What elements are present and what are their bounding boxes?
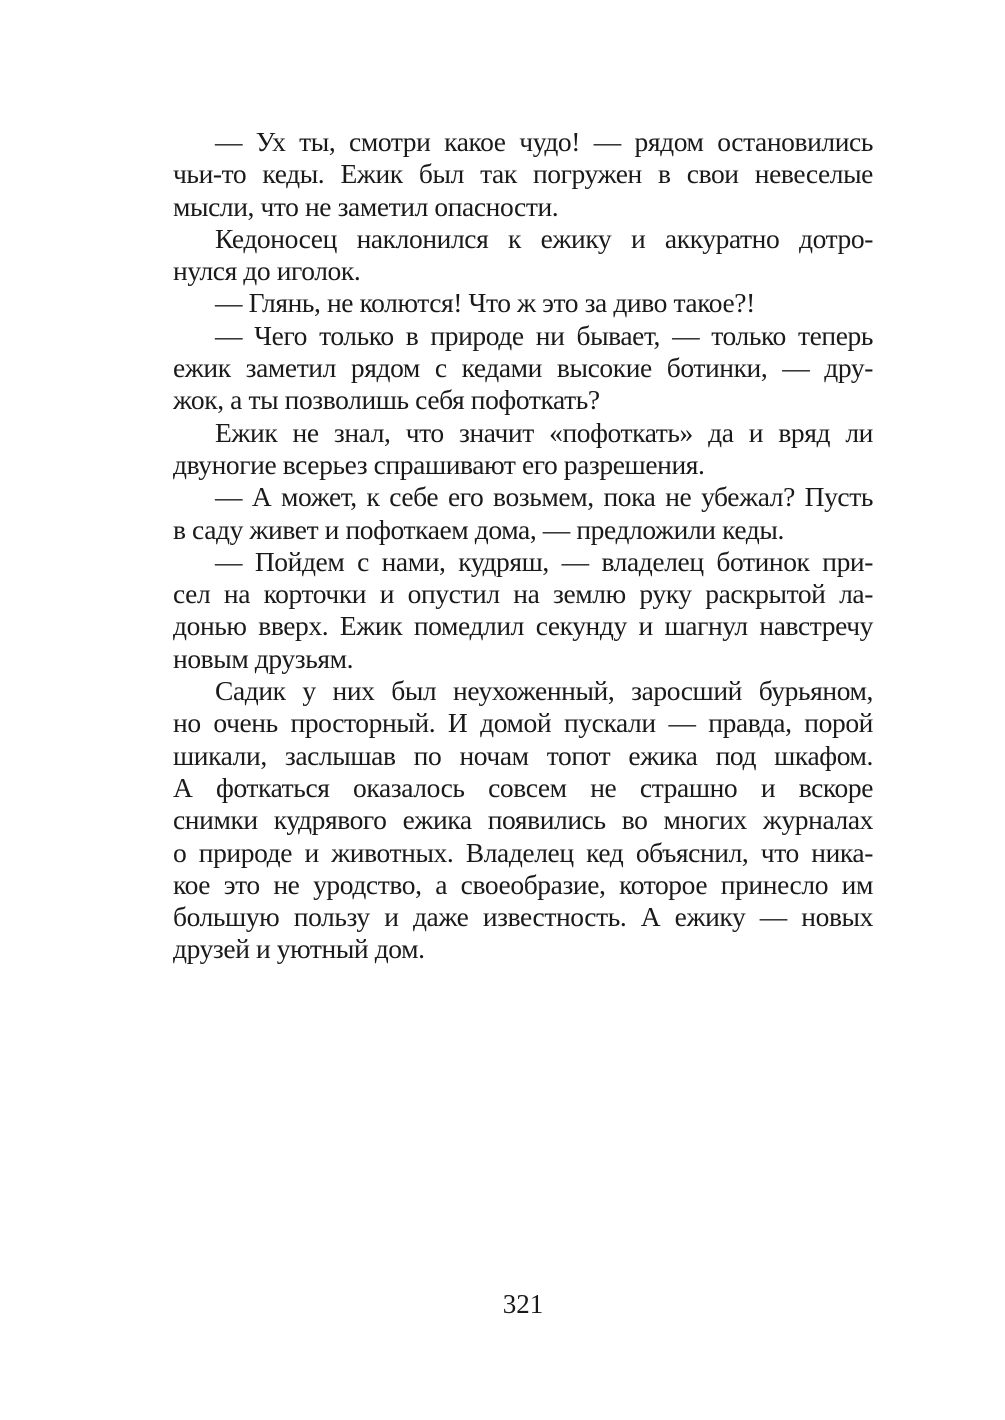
text-line: о природе и животных. Владелец кед объяснил, что ника- (173, 836, 873, 868)
body-text (173, 126, 873, 966)
text-line: — Ух ты, смотри какое чудо! — рядом остановились (215, 126, 873, 157)
text-line: — Пойдем с нами, кудряш, — владелец ботинок при- (215, 545, 873, 577)
text-line: чьи-то кеды. Ежик был так погружен в свои невеселые (173, 158, 873, 190)
paragraph (173, 287, 873, 319)
text-line: шикали, заслышав по ночам топот ежика под шкафом. (173, 739, 873, 771)
paragraph (173, 320, 873, 417)
text-line: Ежик не знал, что значит «пофоткать» да и вряд ли (215, 416, 873, 448)
text-line: нулся до иголок. (173, 255, 361, 287)
paragraph (173, 675, 873, 966)
text-line: — Чего только в природе ни бывает, — только теперь (215, 319, 873, 351)
text-line: Кедоносец наклонился к ежику и аккуратно дотро- (215, 222, 873, 254)
text-line: сел на корточки и опустил на землю руку раскрытой ла- (173, 578, 873, 610)
text-line: снимки кудрявого ежика появились во многих журналах (173, 804, 873, 836)
paragraph (173, 126, 873, 223)
text-line: в саду живет и пофоткаем дома, — предложили кеды. (173, 513, 784, 545)
text-line: большую пользу и даже известность. А ежику — новых (173, 901, 873, 933)
text-line: но очень просторный. И домой пускали — правда, порой (173, 707, 873, 739)
page-number: 321 (502, 1289, 544, 1319)
text-line: кое это не уродство, а своеобразие, которое принесло им (173, 868, 873, 900)
text-line: жок, а ты позволишь себя пофоткать? (173, 384, 600, 416)
paragraph (173, 546, 873, 675)
text-line: — Глянь, не колются! Что ж это за диво такое?! (215, 287, 755, 319)
text-line: — А может, к себе его возьмем, пока не убежал? Пусть (215, 481, 873, 513)
text-line: друзей и уютный дом. (173, 933, 425, 965)
paragraph (173, 481, 873, 546)
text-line: ежик заметил рядом с кедами высокие ботинки, — дру- (173, 352, 873, 384)
paragraph (173, 417, 873, 482)
text-line: двуногие всерьез спрашивают его разрешения. (173, 448, 705, 480)
text-line: Садик у них был неухоженный, заросший бурьяном, (215, 675, 873, 707)
text-line: донью вверх. Ежик помедлил секунду и шагнул навстречу (173, 610, 873, 642)
text-line: мысли, что не заметил опасности. (173, 190, 559, 222)
paragraph (173, 223, 873, 288)
text-line: новым друзьям. (173, 642, 354, 674)
text-line: А фоткаться оказалось совсем не страшно и вскоре (173, 771, 873, 803)
